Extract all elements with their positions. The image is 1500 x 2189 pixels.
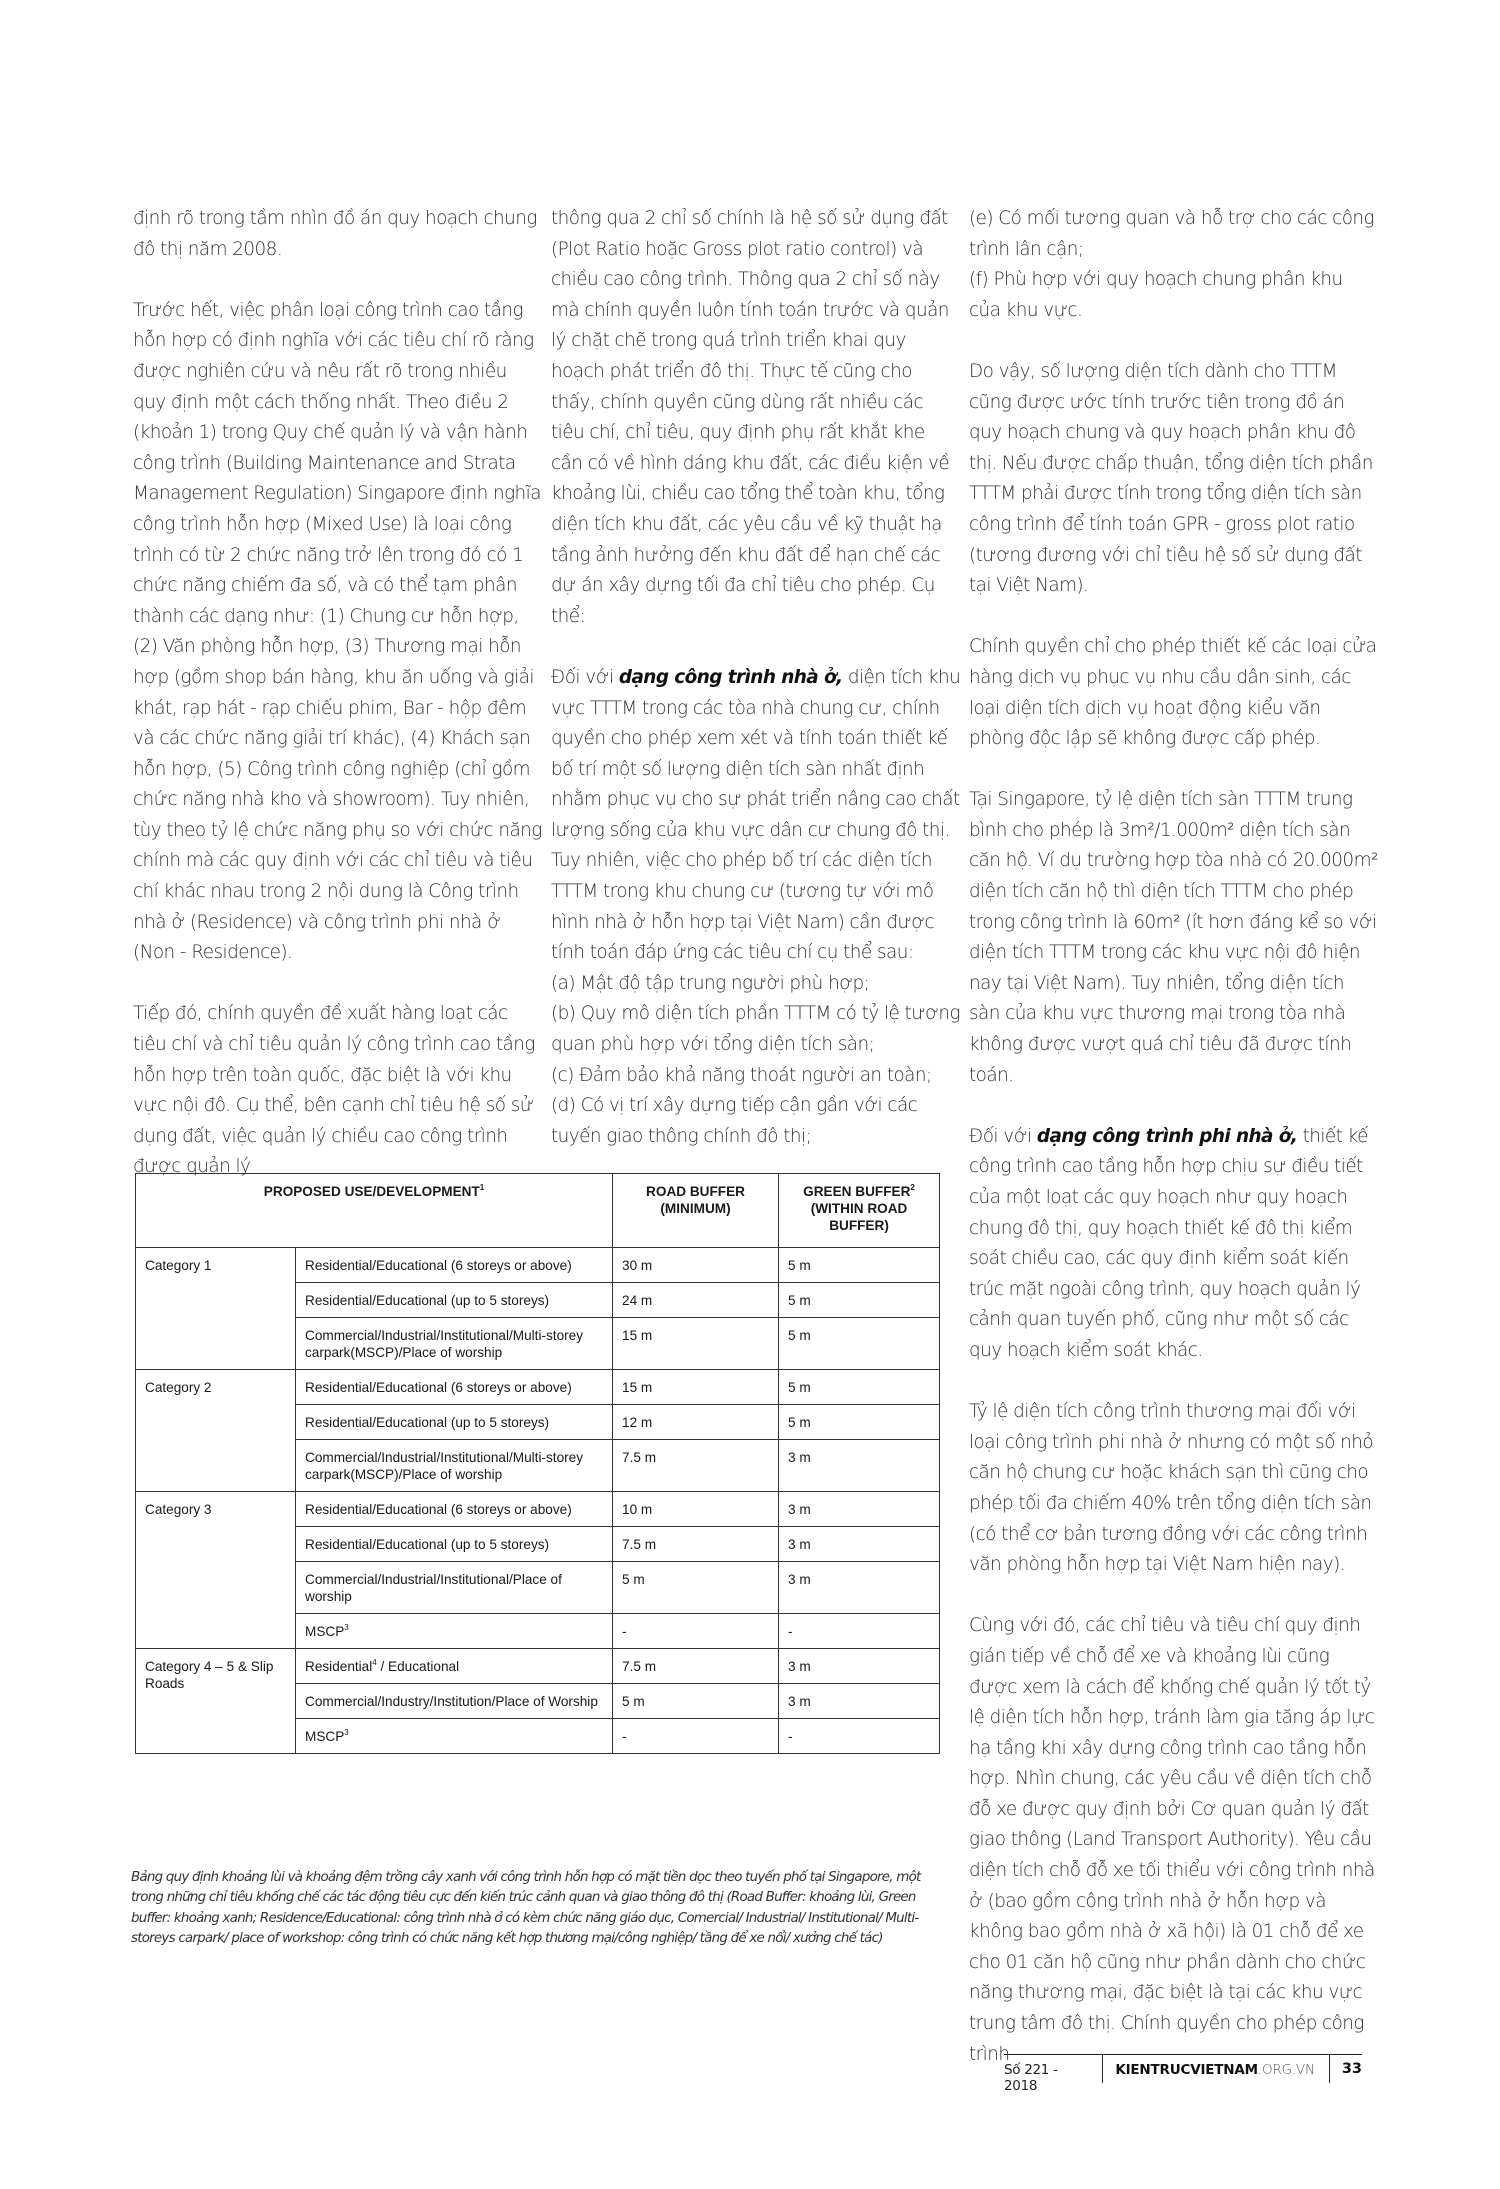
use-cell: Residential/Educational (up to 5 storeys) bbox=[296, 1527, 613, 1562]
road-buffer-cell: 15 m bbox=[613, 1318, 779, 1370]
criteria-list bbox=[551, 969, 961, 1153]
header-proposed-use: PROPOSED USE/DEVELOPMENT$^1$ bbox=[136, 1174, 613, 1248]
green-buffer-cell: 5 m bbox=[779, 1370, 940, 1405]
emphasis-non-residential: dạng công trình phi nhà ở, bbox=[1036, 1125, 1298, 1147]
criteria-item: (f) Phù hợp với quy hoạch chung phân khu của khu vực. bbox=[969, 269, 1343, 321]
page-number: 33 bbox=[1341, 2061, 1362, 2077]
paragraph: thông qua 2 chỉ số chính là hệ số sử dụng đất (Plot Ratio hoặc Gross plot ratio control) và chiều cao công trình. Thông qua 2 chỉ số này mà chính quyền luôn tính toán trước và quản lý chặt chẽ trong quá trình triển khai quy hoạch phát triển đô thị. Thực tế cũng cho thấy, chính quyền cũng dùng rất nhiều các tiêu chí, chỉ tiêu, quy định phụ rất khắt khe cần có về hình dáng khu đất, các điều kiện về khoảng lùi, chiều cao tổng thể toàn khu, tổng diện tích khu đất, các yêu cầu về kỹ thuật hạ tầng ảnh hưởng đến khu đất để hạn chế các dự án xây dựng tối đa chỉ tiêu cho phép. Cụ thể: bbox=[551, 208, 950, 627]
green-buffer-cell: - bbox=[779, 1614, 940, 1649]
road-buffer-cell: 5 m bbox=[613, 1562, 779, 1614]
road-buffer-cell: 10 m bbox=[613, 1492, 779, 1527]
paragraph: Cùng với đó, các chỉ tiêu và tiêu chí quy định gián tiếp về chỗ để xe và khoảng lùi cũng được xem là cách để khống chế quản lý tốt tỷ lệ diện tích hỗn hợp, tránh làm gia tăng áp lực hạ tầng khi xây dựng công trình cao tầng hỗn hợp. Nhìn chung, các yêu cầu về diện tích chỗ đỗ xe được quy định bởi Cơ quan quản lý đất giao thông (Land Transport Authority). Yêu cầu diện tích chỗ đỗ xe tối thiểu với công trình nhà ở (bao gồm công trình nhà ở hỗn hợp và không bao gồm nhà ở xã hội) là 01 chỗ để xe cho 01 căn hộ cũng như phần dành cho chức năng thương mại, đặc biệt là tại các khu vực trung tâm đô thị. Chính quyền cho phép công trình bbox=[969, 1615, 1375, 2065]
criteria-item: (d) Có vị trí xây dựng tiếp cận gần với các tuyến giao thông chính đô thị; bbox=[551, 1095, 918, 1147]
green-buffer-cell: 3 m bbox=[779, 1492, 940, 1527]
criteria-item: (b) Quy mô diện tích phần TTTM có tỷ lệ tương quan phù hợp với tổng diện tích sàn; bbox=[551, 1003, 960, 1056]
green-buffer-cell: 5 m bbox=[779, 1248, 940, 1283]
criteria-list bbox=[969, 204, 1379, 326]
use-cell: Commercial/Industrial/Institutional/Multi-storey carpark(MSCP)/Place of worship bbox=[296, 1440, 613, 1492]
criteria-item: (c) Đảm bảo khả năng thoát người an toàn; bbox=[551, 1064, 932, 1086]
road-buffer-cell: - bbox=[613, 1614, 779, 1649]
header-road-buffer: ROAD BUFFER (MINIMUM) bbox=[613, 1174, 779, 1248]
category-cell: Category 2 bbox=[136, 1370, 296, 1492]
paragraph: Tiếp đó, chính quyền đề xuất hàng loạt các tiêu chí và chỉ tiêu quản lý công trình cao tầng hỗn hợp trên toàn quốc, đặc biệt là với khu vực nội đô. Cụ thể, bên cạnh chỉ tiêu hệ số sử dụng đất, việc quản lý chiều cao công trình được quản lý bbox=[133, 1003, 535, 1178]
header-green-buffer: GREEN BUFFER$^2$ (WITHIN ROAD BUFFER) bbox=[779, 1174, 940, 1248]
paragraph: Chính quyền chỉ cho phép thiết kế các loại cửa hàng dịch vụ phục vụ nhu cầu dân sinh, các loại diện tích dịch vụ hoạt động kiểu văn phòng độc lập sẽ không được cấp phép. bbox=[969, 636, 1377, 750]
road-buffer-cell: 7.5 m bbox=[613, 1649, 779, 1684]
paragraph: Do vậy, số lượng diện tích dành cho TTTM cũng được ước tính trước tiên trong đồ án quy hoạch chung và quy hoạch phân khu đô thị. Nếu được chấp thuận, tổng diện tích phần TTTM phải được tính trong tổng diện tích sàn công trình để tính toán GPR - gross plot ratio (tương đương với chỉ tiêu hệ số sử dụng đất tại Việt Nam). bbox=[969, 360, 1373, 597]
road-buffer-cell: 7.5 m bbox=[613, 1440, 779, 1492]
table-row bbox=[136, 1248, 940, 1283]
use-cell: MSCP$^3$ bbox=[296, 1614, 613, 1649]
road-buffer-cell: 7.5 m bbox=[613, 1527, 779, 1562]
green-buffer-cell: 3 m bbox=[779, 1649, 940, 1684]
road-buffer-cell: 5 m bbox=[613, 1684, 779, 1719]
paragraph-non-residential bbox=[969, 1122, 1379, 1367]
emphasis-residential: dạng công trình nhà ở, bbox=[618, 666, 843, 688]
criteria-item: (a) Mật độ tập trung người phù hợp; bbox=[551, 972, 870, 994]
lead-text: Đối với bbox=[969, 1125, 1037, 1147]
lead-text: Đối với bbox=[551, 666, 619, 688]
text-column-1 bbox=[133, 204, 543, 1183]
category-cell: Category 3 bbox=[136, 1492, 296, 1649]
criteria-item: (e) Có mối tương quan và hỗ trợ cho các công trình lân cận; bbox=[969, 208, 1375, 260]
paragraph: Tại Singapore, tỷ lệ diện tích sàn TTTM trung bình cho phép là 3m²/1.000m² diện tích sàn căn hộ. Ví dụ trường hợp tòa nhà có 20.000m² diện tích căn hộ thì diện tích TTTM cho phép trong công trình là 60m² (ít hơn đáng kể so với diện tích TTTM trong các khu vực nội đô hiện nay tại Việt Nam). Tuy nhiên, tổng diện tích sàn của khu vực thương mại trong tòa nhà không được vượt quá chỉ tiêu đã được tính toán. bbox=[969, 789, 1378, 1086]
use-cell: Commercial/Industrial/Institutional/Multi-storey carpark(MSCP)/Place of worship bbox=[296, 1318, 613, 1370]
paragraph: định rõ trong tầm nhìn đồ án quy hoạch chung đô thị năm 2008. bbox=[133, 208, 537, 260]
green-buffer-cell: - bbox=[779, 1719, 940, 1754]
paragraph: Trước hết, việc phân loại công trình cao tầng hỗn hợp có định nghĩa với các tiêu chí rõ ràng được nghiên cứu và nêu rất rõ trong nhiều quy định một cách thống nhất. Theo điều 2 (khoản 1) trong Quy chế quản lý và vận hành công trình (Building Maintenance and Strata Management Regulation) Singapore định nghĩa công trình hỗn hợp (Mixed Use) là loại công trình có từ 2 chức năng trở lên trong đó có 1 chức năng chiếm đa số, và có thể tạm phân thành các dạng như: (1) Chung cư hỗn hợp, (2) Văn phòng hỗn hợp, (3) Thương mại hỗn hợp (gồm shop bán hàng, khu ăn uống và giải khát, rạp hát - rạp chiếu phim, Bar - hộp đêm và các chức năng giải trí khác), (4) Khách sạn hỗn hợp, (5) Công trình công nghiệp (chỉ gồm chức năng nhà kho và showroom). Tuy nhiên, tùy theo tỷ lệ chức năng phụ so với chức năng chính mà các quy định với các chỉ tiêu và tiêu chí khác nhau trong 2 nội dung là Công trình nhà ở (Residence) và công trình phi nhà ở (Non - Residence). bbox=[133, 299, 542, 964]
road-buffer-cell: 12 m bbox=[613, 1405, 779, 1440]
green-buffer-cell: 3 m bbox=[779, 1684, 940, 1719]
page-footer bbox=[1004, 2054, 1362, 2094]
use-cell: Residential/Educational (up to 5 storeys) bbox=[296, 1405, 613, 1440]
text-column-3 bbox=[969, 204, 1379, 2070]
road-buffer-cell: 24 m bbox=[613, 1283, 779, 1318]
text-column-2 bbox=[551, 204, 961, 1152]
table-header-row bbox=[136, 1174, 940, 1248]
use-cell: MSCP$^3$ bbox=[296, 1719, 613, 1754]
use-cell: Commercial/Industrial/Institutional/Place of worship bbox=[296, 1562, 613, 1614]
category-cell: Category 1 bbox=[136, 1248, 296, 1370]
table-caption: Bảng quy định khoảng lùi và khoảng đệm trồng cây xanh với công trình hỗn hợp có mặt tiền dọc theo tuyến phố tại Singapore, một trong những chỉ tiêu khống chế các tác động tiêu cực đến kiến trúc cảnh quan và giao thông đô thị (Road Buffer: khoảng lùi, Green buffer: khoảng xanh; Residence/Educational: công trình nhà ở có kèm chức năng giáo dục, Comercial/ Industrial/ Institutional/ Multi-storeys carpark/ place of workshop: công trình có chức năng kết hợp thương mại/công nghiệp/ tầng để xe nổi/ xưởng chế tác) bbox=[131, 1870, 921, 1946]
table-row bbox=[136, 1649, 940, 1684]
green-buffer-cell: 5 m bbox=[779, 1405, 940, 1440]
road-buffer-cell: - bbox=[613, 1719, 779, 1754]
paragraph: Tỷ lệ diện tích công trình thương mại đối với loại công trình phi nhà ở nhưng có một số nhỏ căn hộ chung cư hoặc khách sạn thì cũng cho phép tối đa chiếm 40% trên tổng diện tích sàn (có thể cơ bản tương đồng với các công trình văn phòng hỗn hợp tại Việt Nam hiện nay). bbox=[969, 1401, 1374, 1576]
issue-number: Số 221 - 2018 bbox=[1004, 2062, 1058, 2094]
publication-site: KIENTRUCVIETNAM.ORG.VN bbox=[1115, 2062, 1315, 2078]
buffer-regulation-table bbox=[135, 1173, 940, 1754]
body-text: thiết kế công trình cao tầng hỗn hợp chịu sự điều tiết của một loạt các quy hoạch như quy hoạch chung đô thị, quy hoạch thiết kế đô thị kiểm soát chiều cao, các quy định kiểm soát kiến trúc mặt ngoài công trình, quy hoạch quản lý cảnh quan tuyến phố, cũng như một số các quy hoạch kiểm soát khác. bbox=[969, 1125, 1368, 1361]
table-row bbox=[136, 1370, 940, 1405]
road-buffer-cell: 30 m bbox=[613, 1248, 779, 1283]
green-buffer-cell: 3 m bbox=[779, 1527, 940, 1562]
paragraph-residential bbox=[551, 663, 961, 969]
use-cell: Residential/Educational (6 storeys or above) bbox=[296, 1370, 613, 1405]
road-buffer-cell: 15 m bbox=[613, 1370, 779, 1405]
use-cell: Residential/Educational (up to 5 storeys) bbox=[296, 1283, 613, 1318]
green-buffer-cell: 3 m bbox=[779, 1440, 940, 1492]
use-cell: Residential/Educational (6 storeys or above) bbox=[296, 1492, 613, 1527]
use-cell: Residential$^4$ / Educational bbox=[296, 1649, 613, 1684]
category-cell: Category 4 – 5 & Slip Roads bbox=[136, 1649, 296, 1754]
green-buffer-cell: 5 m bbox=[779, 1283, 940, 1318]
use-cell: Commercial/Industry/Institution/Place of Worship bbox=[296, 1684, 613, 1719]
table-row bbox=[136, 1492, 940, 1527]
body-text: diện tích khu vực TTTM trong các tòa nhà chung cư, chính quyền cho phép xem xét và tính toán thiết kế bố trí một số lượng diện tích sàn nhất định nhằm phục vụ cho sự phát triển nâng cao chất lượng sống của khu vực dân cư chung đô thị. Tuy nhiên, việc cho phép bố trí các diện tích TTTM trong khu chung cư (tương tự với mô hình nhà ở hỗn hợp tại Việt Nam) cần được tính toán đáp ứng các tiêu chí cụ thể sau: bbox=[551, 666, 961, 964]
use-cell: Residential/Educational (6 storeys or above) bbox=[296, 1248, 613, 1283]
green-buffer-cell: 5 m bbox=[779, 1318, 940, 1370]
green-buffer-cell: 3 m bbox=[779, 1562, 940, 1614]
